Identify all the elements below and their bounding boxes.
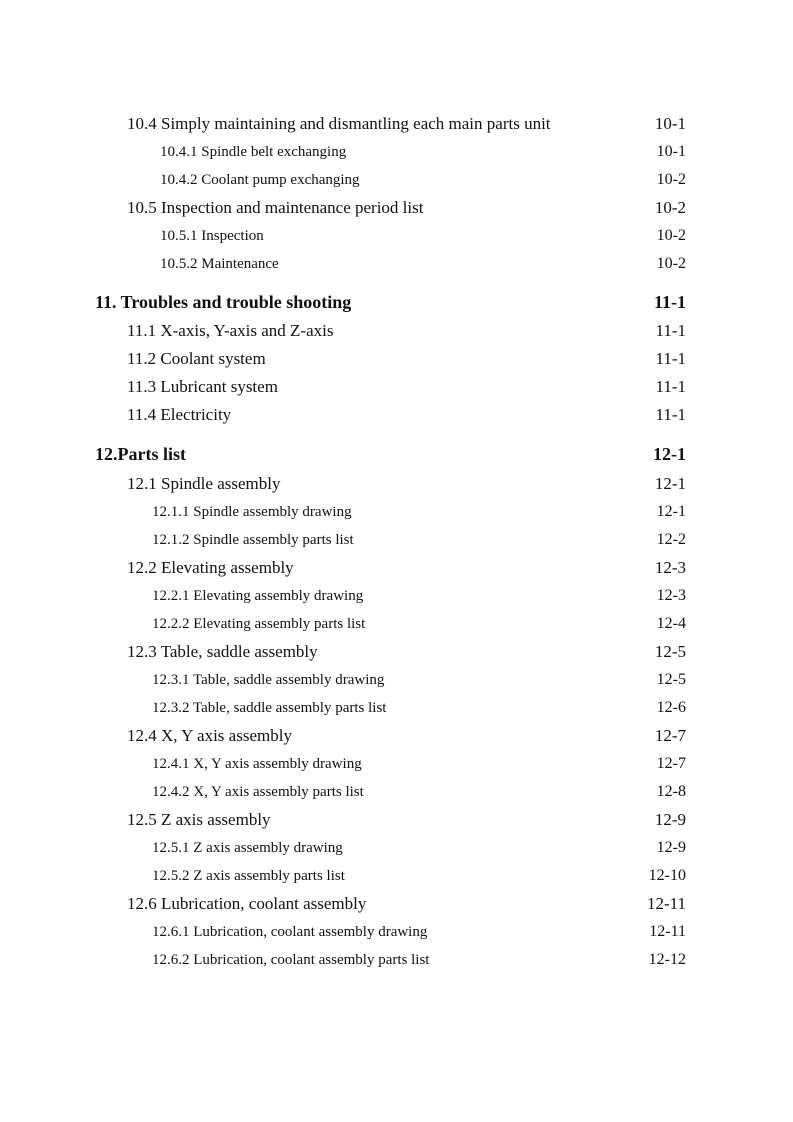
toc-entry-page: 10-2 [654,198,686,217]
toc-entry-title: 12.1.1 Spindle assembly drawing [152,504,352,520]
toc-entry-title: 12.2 Elevating assembly [127,558,294,577]
toc-entry-title: 10.4 Simply maintaining and dismantling each main parts unit [127,114,551,133]
toc-subsection-entry [0,582,793,610]
toc-entry-page: 12-8 [656,783,686,800]
toc-entry-title: 10.4.1 Spindle belt exchanging [160,144,347,160]
toc-entry-page: 12-11 [649,923,686,940]
toc-entry-page: 10-1 [656,143,686,160]
toc-entry-page: 12-11 [646,894,686,913]
toc-subsection-entry [0,750,793,778]
toc-entry-title: 12.1 Spindle assembly [127,474,281,493]
toc-entry-title: 12.6.2 Lubrication, coolant assembly parts list [152,952,430,968]
toc-subsection-entry [0,250,793,278]
toc-section-entry [0,401,793,429]
toc-subsection-entry [0,834,793,862]
toc-entry-page: 12-4 [656,615,686,632]
toc-entry-title: 12.3.2 Table, saddle assembly parts list [152,700,387,716]
toc-entry-title: 12.5.1 Z axis assembly drawing [152,840,343,856]
toc-entry-page: 12-12 [648,951,686,968]
toc-subsection-entry [0,862,793,890]
toc-subsection-entry [0,610,793,638]
toc-entry-title: 10.5.2 Maintenance [160,256,279,272]
toc-section-entry [0,194,793,222]
toc-entry-title: 11.4 Electricity [127,405,232,424]
toc-subsection-entry [0,138,793,166]
toc-entry-title: 12.4 X, Y axis assembly [127,726,292,745]
toc-chapter-page: 12-1 [653,444,686,464]
toc-subsection-entry [0,694,793,722]
toc-entry-page: 11-1 [655,321,686,340]
toc-chapter-page: 11-1 [653,292,686,312]
toc-entry-title: 12.3 Table, saddle assembly [127,642,318,661]
toc-subsection-entry [0,918,793,946]
toc-entry-title: 10.5 Inspection and maintenance period list [127,198,424,217]
toc-section-entry [0,345,793,373]
toc-entry-title: 11.2 Coolant system [127,349,266,368]
toc-section-entry [0,638,793,666]
toc-section-entry [0,470,793,498]
toc-chapter-heading [0,288,793,316]
toc-section-entry [0,890,793,918]
toc-entry-page: 12-10 [648,867,686,884]
toc-entry-page: 12-7 [656,755,686,772]
toc-section-entry [0,722,793,750]
toc-subsection-entry [0,778,793,806]
toc-entry-page: 11-1 [655,377,686,396]
toc-entry-title: 12.4.1 X, Y axis assembly drawing [152,756,362,772]
toc-entry-page: 10-1 [654,114,686,133]
toc-entry-title: 12.5.2 Z axis assembly parts list [152,868,345,884]
toc-section-entry [0,110,793,138]
toc-entry-page: 12-9 [656,839,686,856]
toc-section-entry [0,317,793,345]
toc-entry-title: 12.5 Z axis assembly [127,810,271,829]
toc-entry-page: 12-3 [654,558,686,577]
toc-entry-page: 12-1 [654,474,686,493]
toc-chapter-title: 12.Parts list [95,444,186,464]
toc-subsection-entry [0,498,793,526]
toc-entry-title: 12.6 Lubrication, coolant assembly [127,894,367,913]
toc-subsection-entry [0,666,793,694]
toc-entry-page: 12-5 [656,671,686,688]
toc-entry-title: 12.1.2 Spindle assembly parts list [152,532,354,548]
toc-entry-title: 12.3.1 Table, saddle assembly drawing [152,672,385,688]
toc-entry-title: 12.2.1 Elevating assembly drawing [152,588,364,604]
toc-entry-title: 10.4.2 Coolant pump exchanging [160,172,360,188]
toc-entry-page: 10-2 [656,171,686,188]
toc-entry-title: 10.5.1 Inspection [160,228,264,244]
toc-entry-page: 11-1 [655,405,686,424]
toc-entry-page: 10-2 [656,255,686,272]
toc-entry-title: 12.6.1 Lubrication, coolant assembly drawing [152,924,428,940]
toc-subsection-entry [0,526,793,554]
toc-entry-title: 11.3 Lubricant system [127,377,278,396]
toc-entry-page: 12-5 [654,642,686,661]
toc-entry-title: 11.1 X-axis, Y-axis and Z-axis [127,321,334,340]
toc-entry-page: 12-7 [654,726,686,745]
toc-subsection-entry [0,946,793,974]
toc-section-entry [0,373,793,401]
toc-chapter-heading [0,440,793,468]
toc-entry-page: 12-6 [656,699,686,716]
toc-section-entry [0,806,793,834]
toc-entry-page: 12-9 [654,810,686,829]
toc-subsection-entry [0,166,793,194]
toc-entry-title: 12.4.2 X, Y axis assembly parts list [152,784,364,800]
toc-subsection-entry [0,222,793,250]
toc-entry-title: 12.2.2 Elevating assembly parts list [152,616,366,632]
toc-entry-page: 12-2 [656,531,686,548]
toc-entry-page: 11-1 [655,349,686,368]
toc-entry-page: 12-1 [656,503,686,520]
toc-section-entry [0,554,793,582]
toc-entry-page: 10-2 [656,227,686,244]
toc-entry-page: 12-3 [656,587,686,604]
toc-chapter-title: 11. Troubles and trouble shooting [95,292,352,312]
